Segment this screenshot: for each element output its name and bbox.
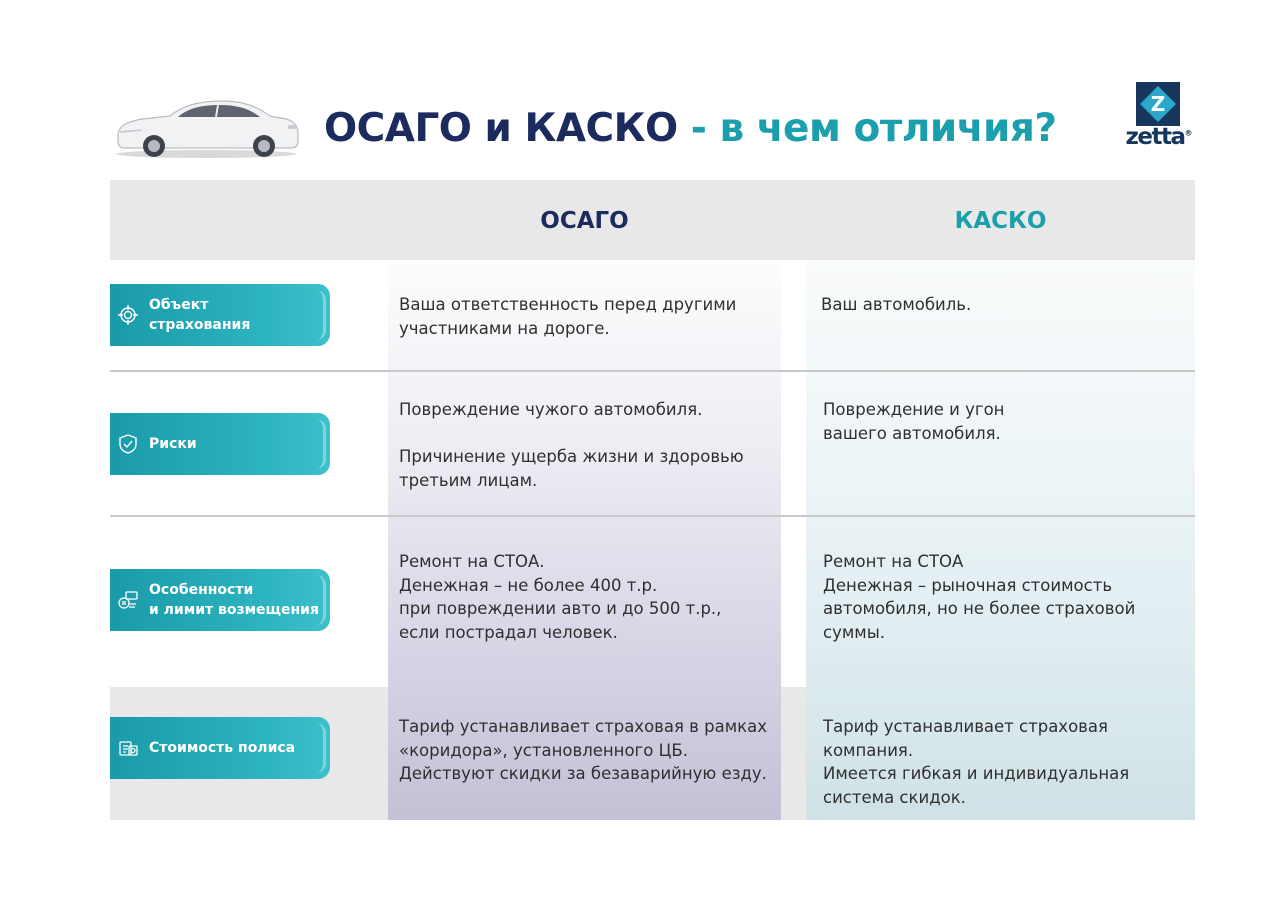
row-label-text: Риски <box>149 436 197 452</box>
cell-osago-features: Ремонт на СТОА. Денежная – не более 400 т.р. при повреждении авто и до 500 т.р., если пострадал человек. <box>399 552 722 642</box>
target-icon <box>117 304 139 326</box>
row-label-text: Стоимость полиса <box>149 740 296 756</box>
row-label-text: Особенности и лимит возмещения <box>149 582 319 618</box>
money-document-icon <box>117 737 139 759</box>
cell-kasko-risks: Повреждение и угон вашего автомобиля. <box>823 400 1005 443</box>
zetta-logo-icon <box>1136 82 1180 126</box>
page-title <box>324 106 1057 151</box>
title-primary: ОСАГО и КАСКО <box>324 106 678 151</box>
logo-letter: Z <box>1150 92 1166 116</box>
row-divider <box>110 370 1195 372</box>
cell-osago-price: Тариф устанавливает страховая в рамках «коридора», установленного ЦБ. Действуют скидки за безаварийную езду. <box>399 717 768 783</box>
row-label-object <box>110 284 330 346</box>
cell-osago-object: Ваша ответственность перед другими участниками на дороге. <box>399 295 737 338</box>
row-label-risks <box>110 413 330 475</box>
logo-wordmark <box>1125 124 1193 150</box>
cell-osago-risks: Повреждение чужого автомобиля. Причинение ущерба жизни и здоровью третьим лицам. <box>399 400 744 490</box>
cell-kasko-features: Ремонт на СТОА Денежная – рыночная стоимость автомобиля, но не более страховой суммы. <box>823 552 1136 642</box>
title-secondary: - в чем отличия? <box>677 106 1057 151</box>
zetta-logo <box>1125 80 1193 154</box>
shield-check-icon <box>117 433 139 455</box>
cell-kasko-price: Тариф устанавливает страховая компания. Имеется гибкая и индивидуальная система скидок. <box>823 717 1130 807</box>
logo-text: zetta <box>1125 124 1185 150</box>
row-label-features <box>110 569 330 631</box>
row-divider <box>110 515 1195 517</box>
comparison-table <box>110 180 1195 820</box>
row-label-price <box>110 717 330 779</box>
row-label-text: Объект страхования <box>149 297 251 333</box>
logo-registered-mark: ® <box>1184 128 1193 138</box>
cell-kasko-object: Ваш автомобиль. <box>821 295 972 314</box>
column-header-kasko: КАСКО <box>954 208 1047 234</box>
car-image <box>112 92 300 160</box>
column-header-osago: ОСАГО <box>540 208 629 234</box>
coins-icon <box>117 589 139 611</box>
